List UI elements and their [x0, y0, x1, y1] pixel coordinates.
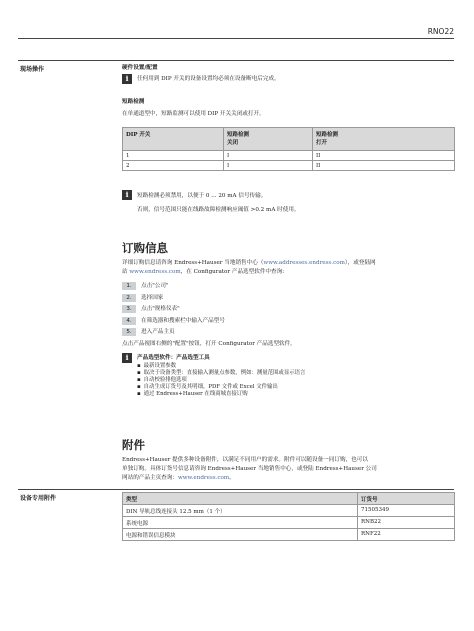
- section-rule: [18, 489, 454, 490]
- header-rule: [18, 38, 454, 39]
- table-cell: 电源和错误信息模块: [123, 529, 358, 541]
- table-row: [123, 161, 455, 171]
- list-item: ▪ 最新设置参数: [137, 363, 305, 370]
- addresses-link[interactable]: www.addresses.endress.com: [263, 260, 345, 266]
- ordering-title: 订购信息: [122, 241, 168, 255]
- intro-text: ，在 Configurator 产品选型软件中查询:: [180, 269, 285, 275]
- table-cell: 1: [123, 151, 224, 161]
- ordering-intro-line2: [122, 268, 284, 276]
- side-label-accessories: 设备专用附件: [20, 495, 57, 502]
- accessories-para-line2: 单独订购。具体订货号信息请咨询 Endress+Hauser 当地销售中心，或登陆 Endress+Hauser 公司: [122, 466, 377, 472]
- table-cell: 系统电源: [123, 517, 358, 529]
- para-text: 网站的产品主页查询：: [122, 475, 178, 481]
- table-cell: RNF22: [358, 529, 455, 541]
- side-label-field-operation: 现场操作: [20, 66, 45, 73]
- intro-text: ），或登陆网: [344, 260, 376, 266]
- table-header-cell: 短路检测 关闭: [224, 128, 313, 151]
- ordering-intro-line1: [122, 259, 376, 267]
- step-item: [122, 305, 180, 313]
- step-text: 点击"规格仪表": [141, 306, 180, 312]
- endress-link[interactable]: www.endress.com: [129, 269, 181, 275]
- table-cell: I: [224, 161, 313, 171]
- note-line1: 短路检测必须禁用，以便于 0 ... 20 mA 信号传输。: [137, 193, 267, 199]
- step-item: [122, 328, 175, 336]
- table-header-cell: 类型: [123, 493, 358, 505]
- list-item: ▪ 取决于设备类型：直接输入测量点参数，例如：测量范围或显示语言: [137, 370, 305, 377]
- dip-table: [122, 127, 455, 171]
- table-row: [123, 529, 455, 541]
- list-item: ▪ 自动校验排他选项: [137, 377, 305, 384]
- accessories-para-line1: Endress+Hauser 提供多种设备附件，以满足不同用户的需求。附件可以随设备一同订购，也可以: [122, 457, 368, 463]
- table-header-cell: 订货号: [358, 493, 455, 505]
- step-number: 5.: [122, 328, 136, 336]
- doc-code: RNO22: [427, 27, 454, 36]
- table-row: [123, 151, 455, 161]
- table-cell: I: [224, 151, 313, 161]
- accessories-table: [122, 492, 455, 541]
- table-row: [123, 505, 455, 517]
- accessories-para-line3: [122, 474, 235, 482]
- note-line2: 否则，信号范围只能在线路故障检测响应阈值 >0.2 mA 时使用。: [137, 207, 300, 213]
- step-number: 1.: [122, 282, 136, 290]
- para-text: 。: [229, 475, 235, 481]
- section-rule: [18, 60, 454, 61]
- table-header-cell: DIP 开关: [123, 128, 224, 151]
- list-item: ▪ 自动生成订货号及其明细，PDF 文件或 Excel 文件输出: [137, 384, 305, 391]
- step-number: 4.: [122, 317, 136, 325]
- step-item: [122, 317, 225, 325]
- table-header-row: [123, 128, 455, 151]
- intro-text: 详细订购信息请咨询 Endress+Hauser 当地销售中心（: [122, 260, 264, 266]
- intro-text: 站: [122, 269, 130, 275]
- sc-title: 短路检测: [122, 99, 145, 105]
- table-cell: 71505349: [358, 505, 455, 517]
- sc-desc: 在单通道型中，短路监测可以使用 DIP 开关关闭或打开。: [122, 111, 265, 117]
- tool-feature-list: [137, 363, 305, 398]
- table-cell: II: [313, 161, 455, 171]
- tool-title: 产品选型软件：产品选型工具: [137, 355, 210, 361]
- step-text: 点击"公司": [141, 283, 169, 289]
- endress-link[interactable]: www.endress.com: [177, 475, 230, 481]
- table-cell: RNB22: [358, 517, 455, 529]
- step-text: 在筛选器和搜索栏中输入产品型号: [141, 318, 225, 324]
- step-number: 3.: [122, 305, 136, 313]
- step-text: 进入产品主页: [141, 329, 175, 335]
- info-icon: i: [122, 190, 132, 200]
- info-icon: i: [122, 74, 132, 84]
- hw-note: 任何用到 DIP 开关的设备设置均必须在设备断电后完成。: [137, 76, 280, 82]
- table-header-cell: 短路检测 打开: [313, 128, 455, 151]
- table-cell: 2: [123, 161, 224, 171]
- step-item: [122, 294, 163, 302]
- table-cell: DIN 导轨总线连接头 12.5 mm（1 个）: [123, 505, 358, 517]
- list-item: ▪ 通过 Endress+Hauser 在线商城直接订购: [137, 391, 305, 398]
- table-header-row: [123, 493, 455, 505]
- after-steps-text: 点击产品视图右侧的"配置"按钮，打开 Configurator 产品选型软件。: [122, 341, 296, 347]
- table-cell: II: [313, 151, 455, 161]
- accessories-title: 附件: [122, 438, 145, 452]
- info-icon: i: [122, 353, 132, 363]
- step-item: [122, 282, 169, 290]
- step-number: 2.: [122, 294, 136, 302]
- hw-title: 硬件设置/配置: [122, 65, 158, 71]
- step-text: 选择国家: [141, 295, 164, 301]
- table-row: [123, 517, 455, 529]
